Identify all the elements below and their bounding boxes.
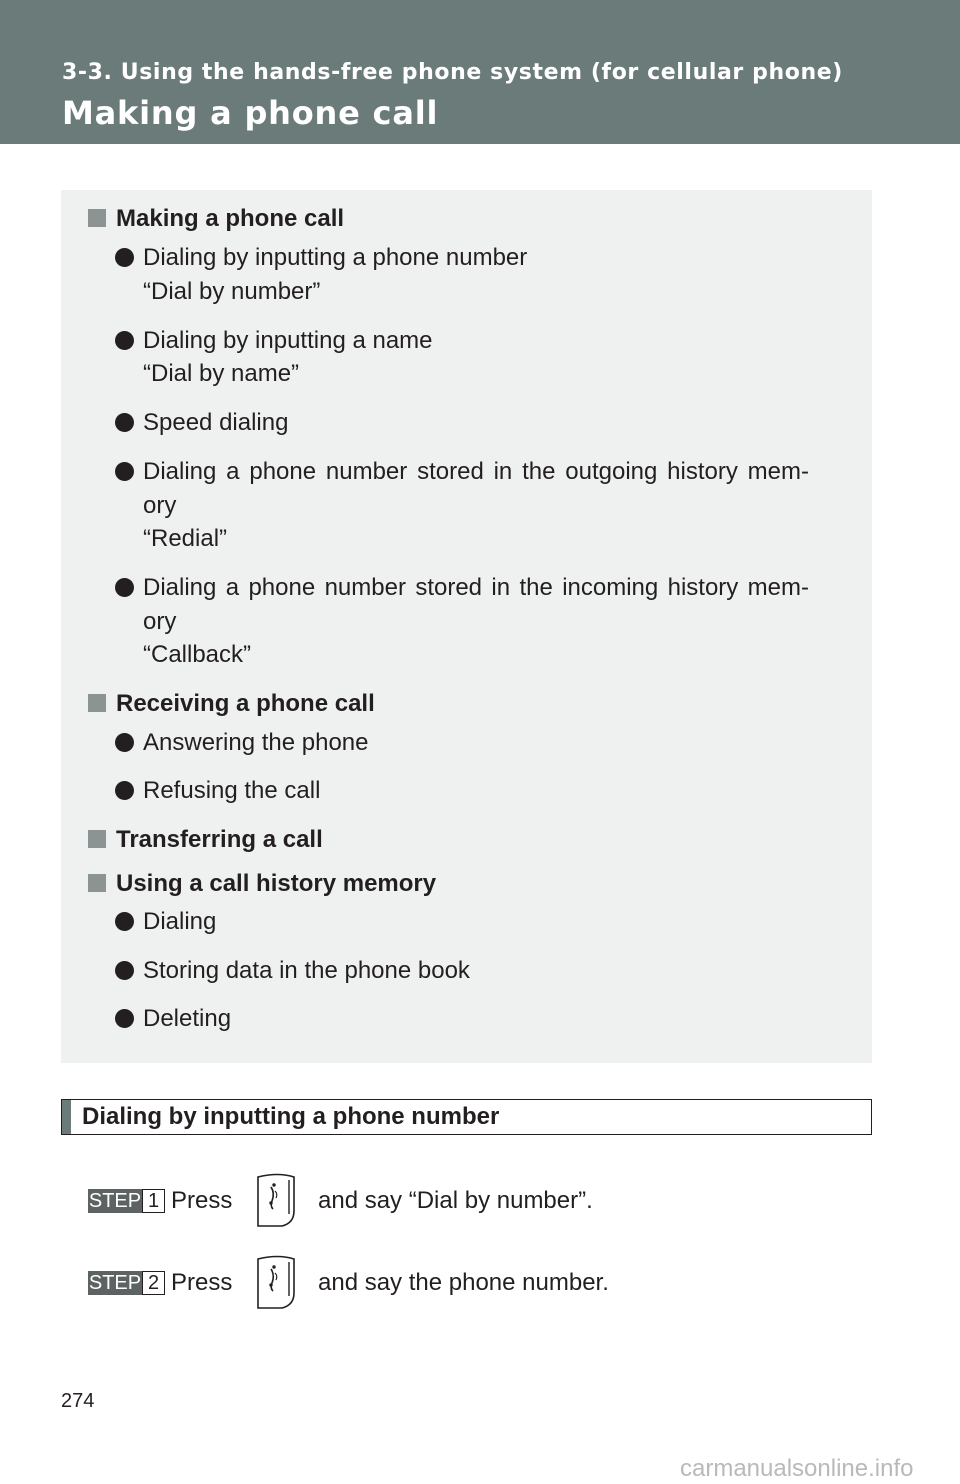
talk-switch-icon (256, 1255, 296, 1309)
page-number: 274 (61, 1390, 95, 1412)
list-item: Dialing a phone number stored in the outgoing history mem- (115, 458, 809, 486)
heading-making-call: Making a phone call (88, 205, 344, 233)
page-title: Making a phone call (62, 94, 439, 132)
square-bullet-icon (88, 830, 106, 848)
step-press-label: Press (171, 1187, 233, 1214)
circle-bullet-icon (115, 733, 134, 752)
square-bullet-icon (88, 209, 106, 227)
list-item: Answering the phone (115, 729, 369, 757)
heading-receiving-call: Receiving a phone call (88, 690, 375, 718)
list-item: Refusing the call (115, 777, 320, 805)
square-bullet-icon (88, 694, 106, 712)
list-item: Dialing (115, 908, 216, 936)
circle-bullet-icon (115, 462, 134, 481)
list-item: Dialing a phone number stored in the incoming history mem- (115, 574, 809, 602)
circle-bullet-icon (115, 578, 134, 597)
section-title: 3-3. Using the hands-free phone system (for cellular phone) (62, 60, 843, 85)
circle-bullet-icon (115, 248, 134, 267)
circle-bullet-icon (115, 413, 134, 432)
circle-bullet-icon (115, 781, 134, 800)
heading-accent-bar (62, 1100, 71, 1134)
step-instruction: and say “Dial by number”. (318, 1187, 593, 1214)
circle-bullet-icon (115, 1009, 134, 1028)
list-item: Dialing by inputting a name (115, 327, 433, 355)
circle-bullet-icon (115, 912, 134, 931)
talk-switch-icon (256, 1173, 296, 1227)
square-bullet-icon (88, 874, 106, 892)
list-item: Storing data in the phone book (115, 957, 470, 985)
voice-command: “Dial by name” (143, 360, 300, 387)
circle-bullet-icon (115, 331, 134, 350)
list-item: Dialing by inputting a phone number (115, 244, 527, 272)
list-item-continuation: ory (143, 608, 177, 635)
chapter-header (0, 0, 960, 144)
watermark: carmanualsonline.info (680, 1455, 914, 1482)
heading-transferring-call: Transferring a call (88, 826, 323, 854)
list-item: Speed dialing (115, 409, 288, 437)
list-item: Deleting (115, 1005, 231, 1033)
step-instruction: and say the phone number. (318, 1269, 609, 1296)
section-heading: Dialing by inputting a phone number (61, 1099, 872, 1135)
step-press-label: Press (171, 1269, 233, 1296)
circle-bullet-icon (115, 961, 134, 980)
heading-call-history: Using a call history memory (88, 870, 436, 898)
voice-command: “Redial” (143, 525, 228, 552)
list-item-continuation: ory (143, 492, 177, 519)
voice-command: “Callback” (143, 641, 252, 668)
voice-command: “Dial by number” (143, 278, 321, 305)
